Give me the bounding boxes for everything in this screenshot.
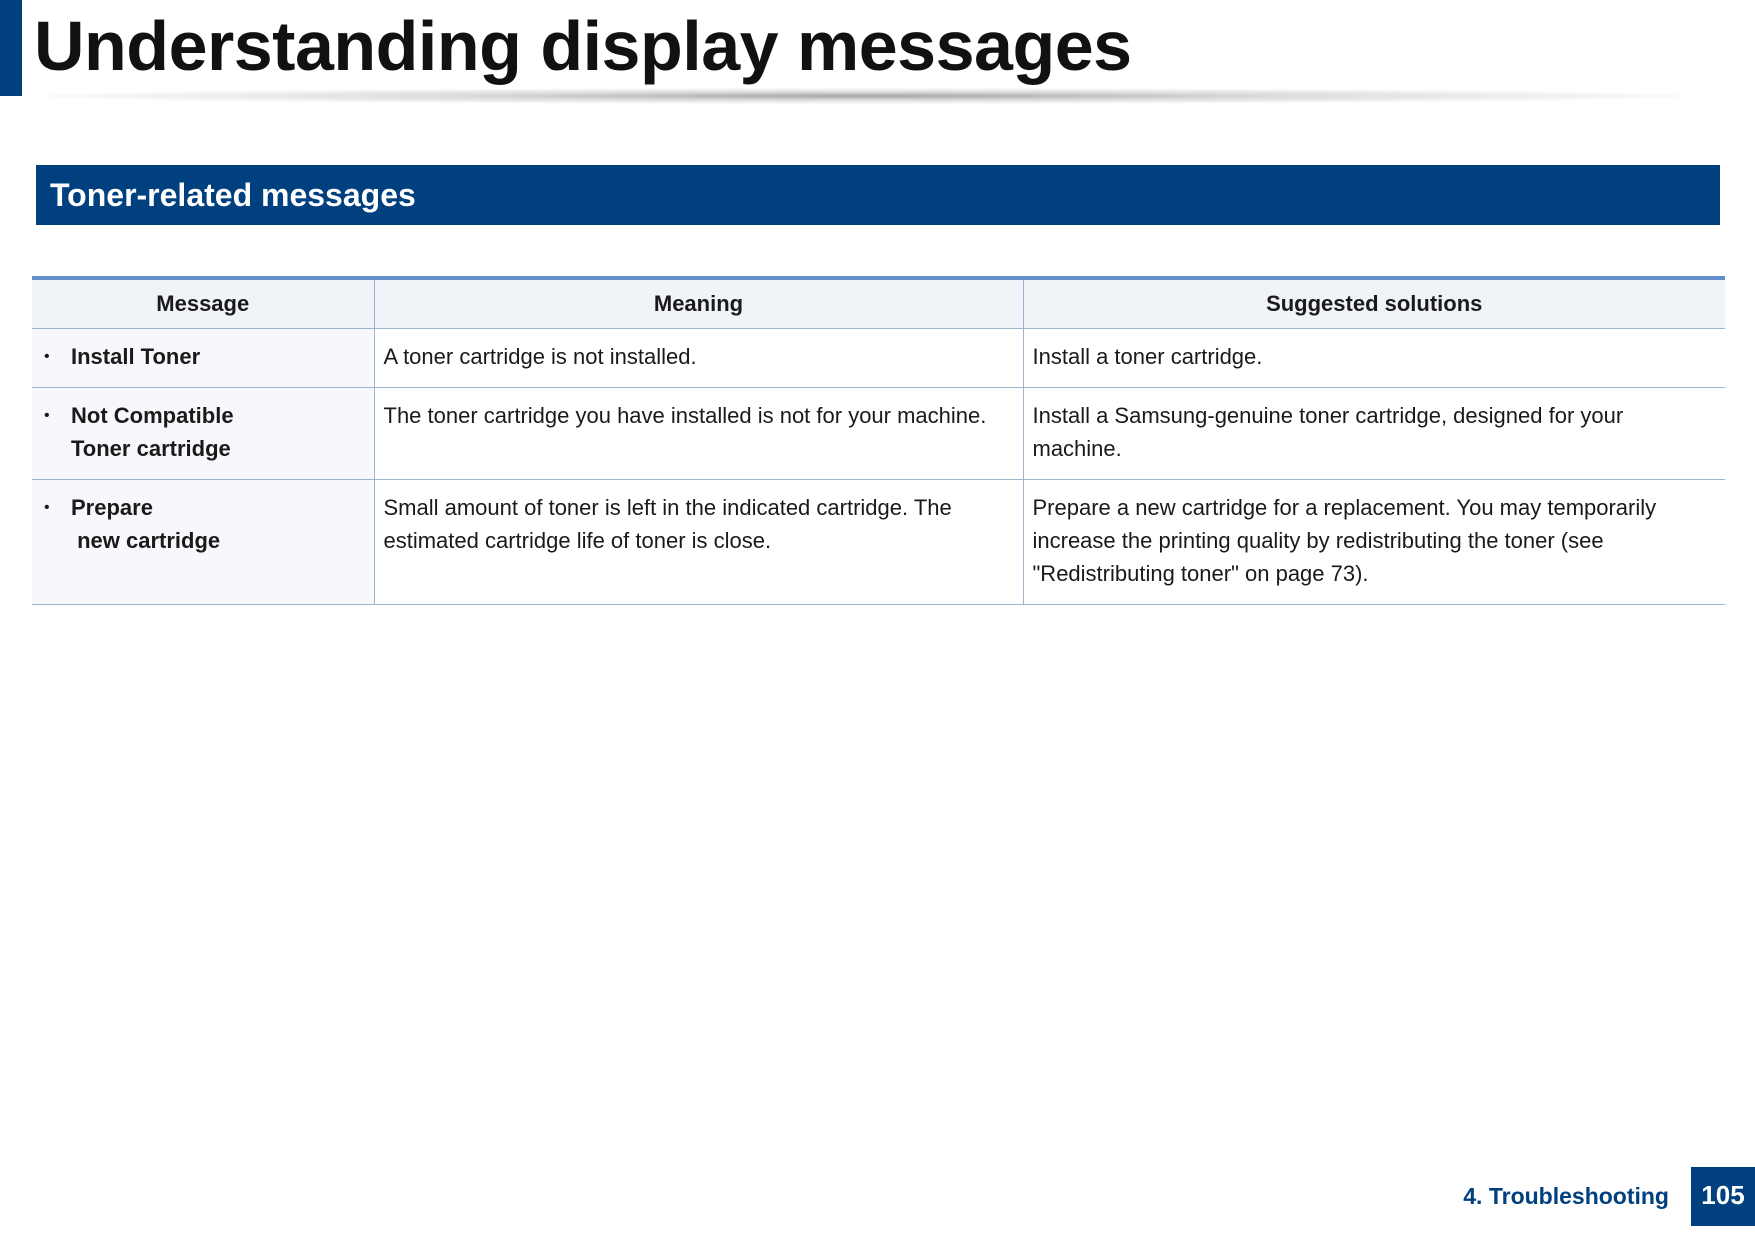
message-cell	[32, 480, 374, 605]
message-text: Prepare	[71, 495, 153, 520]
message-text: Toner cartridge	[71, 436, 231, 461]
messages-table	[32, 276, 1725, 605]
title-underline	[34, 88, 1694, 104]
bullet-icon: •	[44, 348, 50, 365]
page-number-badge: 105	[1691, 1167, 1755, 1226]
footer-section-label: 4. Troubleshooting	[1463, 1183, 1669, 1209]
message-cell	[32, 388, 374, 480]
section-header	[36, 165, 1720, 225]
column-header-meaning: Meaning	[374, 278, 1023, 329]
solution-cell: Prepare a new cartridge for a replacement. You may temporarily increase the printing quality by redistributing the toner (see "Redistributing toner" on page 73).	[1023, 480, 1725, 605]
message-text: new cartridge	[71, 528, 221, 553]
bullet-icon: •	[44, 499, 50, 516]
page-title: Understanding display messages	[34, 7, 1132, 85]
table-header-row	[32, 278, 1725, 329]
table-row	[32, 388, 1725, 480]
table-row	[32, 480, 1725, 605]
column-header-message: Message	[32, 278, 374, 329]
bullet-icon: •	[44, 407, 50, 424]
title-accent-bar	[0, 0, 22, 96]
table-row	[32, 329, 1725, 388]
column-header-solutions: Suggested solutions	[1023, 278, 1725, 329]
meaning-cell: The toner cartridge you have installed is not for your machine.	[374, 388, 1023, 480]
message-text: Not Compatible	[71, 403, 234, 428]
solution-cell: Install a Samsung-genuine toner cartridge, designed for your machine.	[1023, 388, 1725, 480]
message-cell	[32, 329, 374, 388]
section-title: Toner-related messages	[50, 177, 416, 213]
meaning-cell: Small amount of toner is left in the indicated cartridge. The estimated cartridge life of toner is close.	[374, 480, 1023, 605]
solution-cell: Install a toner cartridge.	[1023, 329, 1725, 388]
message-text: Install Toner	[71, 344, 201, 369]
meaning-cell: A toner cartridge is not installed.	[374, 329, 1023, 388]
